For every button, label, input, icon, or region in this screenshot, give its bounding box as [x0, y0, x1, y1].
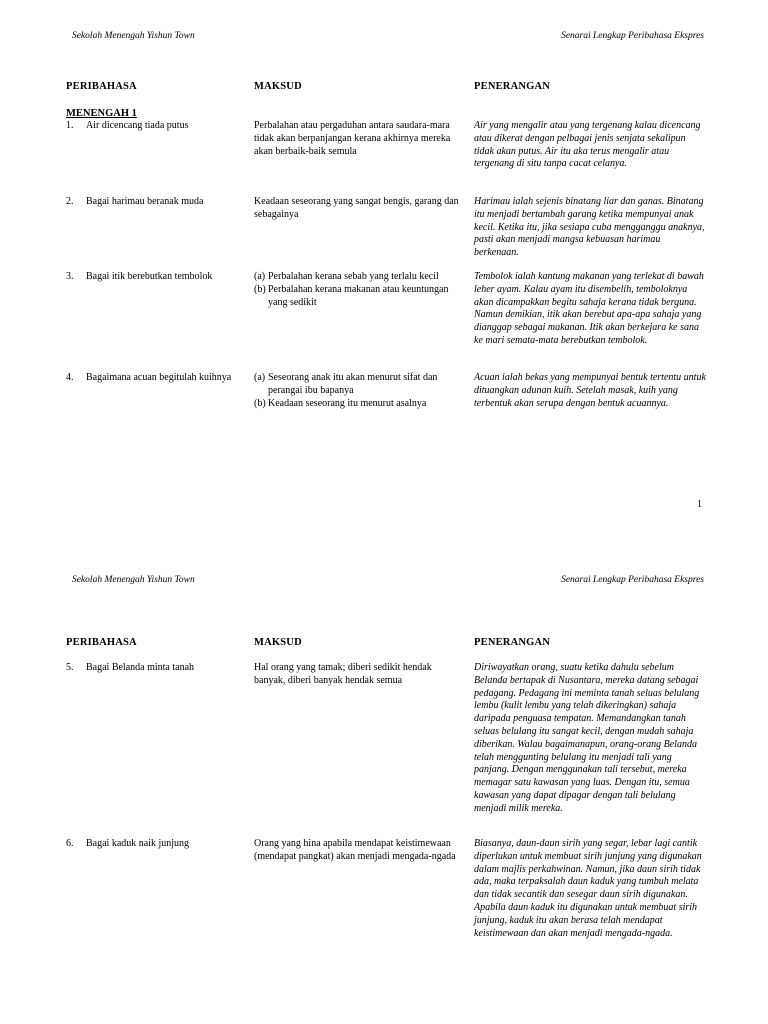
column-header-peribahasa: PERIBAHASA [66, 637, 137, 648]
meaning-text: Perbalahan kerana sebab yang terlalu kecil [268, 271, 439, 282]
explanation-text: Harimau ialah sejenis binatang liar dan ganas. Binatang itu menjadi bertambah garang ketika mempunyai anak kecil. Ketika itu, jika sesiapa cuba mengganggu anaknya, pasti akan menjadi mangsa kebuasan harimau berkenaan. [474, 196, 705, 259]
explanation-text: Diriwayatkan orang, suatu ketika dahulu sebelum Belanda bertapak di Nusantara, mereka datang sebagai pedagang. Pedagang ini meminta tanah seluas belulang lembu (kulit lembu yang telah dikeringkan) sahaja daripada penguasa tempatan. Memandangkan tanah seluas belulang itu sangat kecil, dengan mudah sahaja diberikan. Walau bagaimanapun, orang-orang Belanda telah menggunting belulang itu menjadi tali yang panjang. Dengan menggunakan tali tersebut, mereka memagar satu kawasan yang luas. Dengan itu, semua kawasan yang dapat dipagar dengan tali belulang menjadi milik mereka. [474, 662, 700, 814]
meaning-item-b: (b) Perbalahan kerana makanan atau keuntungan yang sedikit [254, 283, 449, 308]
entry-number: 6. [66, 838, 74, 849]
meaning-text: Hal orang yang tamak; diberi sedikit hendak banyak, diberi banyak hendak semua [254, 662, 432, 686]
meaning-text: Perbalahan atau pergaduhan antara saudara-mara tidak akan berpanjangan kerana akhirnya mereka akan berbaik-baik semula [254, 120, 451, 157]
meaning-list [254, 372, 459, 410]
meaning-text: Orang yang hina apabila mendapat keistimewaan (mendapat pangkat) akan menjadi mengada-ngada [254, 838, 456, 862]
proverb-text: Bagai harimau beranak muda [86, 196, 204, 207]
page-number: 1 [697, 499, 702, 510]
header-school-name: Sekolah Menengah Yishun Town [72, 31, 195, 41]
proverb-text: Bagai Belanda minta tanah [86, 662, 195, 673]
column-header-maksud: MAKSUD [254, 81, 302, 92]
proverb-text: Bagaimana acuan begitulah kuihnya [86, 372, 232, 383]
proverb-text: Bagai kaduk naik junjung [86, 838, 190, 849]
meaning-text: Keadaan seseorang yang sangat bengis, garang dan sebagainya [254, 196, 459, 220]
column-header-maksud: MAKSUD [254, 637, 302, 648]
header-document-title: Senarai Lengkap Peribahasa Ekspres [561, 575, 704, 585]
entry-number: 2. [66, 196, 74, 207]
explanation-text: Tembolok ialah kantung makanan yang terlekat di bawah leher ayam. Kalau ayam itu disembelih, temboloknya akan dicampakkan begitu sahaja kerana tidak berguna. Namun demikian, itik akan berebut apa-apa sahaja yang dianggap sebagai makanan. Itik akan berkejara ke sana ke mari semata-mata berebutkan tembolok. [474, 271, 704, 346]
meaning-item-b: (b) Keadaan seseorang itu menurut asalnya [254, 397, 427, 409]
entry-number: 4. [66, 372, 74, 383]
meaning-text: Seseorang anak itu akan menurut sifat dan perangai ibu bapanya [268, 372, 438, 396]
explanation-text: Biasanya, daun-daun sirih yang segar, lebar lagi cantik diperlukan untuk membuat sirih junjung yang digunakan dalam majlis perkahwinan. Namun, jika daun sirih tidak ada, maka terpaksalah daun kaduk yang tumbuh melata dan tidak secantik dan sesegar daun sirih digunakan. Apabila daun kaduk itu digunakan untuk membuat sirih junjung, kaduk itu akan berasa telah mendapat keistimewaan dan akan menjadi mengada-ngada. [474, 838, 702, 939]
column-header-penerangan: PENERANGAN [474, 81, 551, 92]
explanation-text: Acuan ialah bekas yang mempunyai bentuk tertentu untuk dituangkan adunan kuih. Setelah masak, kuih yang terbentuk akan serupa dengan bentuk acuannya. [474, 372, 706, 409]
entry-number: 3. [66, 271, 74, 282]
meaning-item-a: (a) Seseorang anak itu akan menurut sifat dan perangai ibu bapanya [254, 372, 438, 396]
proverb-text: Air dicencang tiada putus [86, 120, 189, 131]
meaning-list [254, 271, 459, 309]
meaning-text: Perbalahan kerana makanan atau keuntungan yang sedikit [268, 283, 449, 308]
meaning-text: Keadaan seseorang itu menurut asalnya [268, 397, 427, 409]
column-header-peribahasa: PERIBAHASA [66, 81, 137, 92]
meaning-item-a: (a) Perbalahan kerana sebab yang terlalu kecil [254, 271, 439, 282]
entry-number: 5. [66, 662, 74, 673]
entry-number: 1. [66, 120, 74, 131]
header-document-title: Senarai Lengkap Peribahasa Ekspres [561, 31, 704, 41]
header-school-name: Sekolah Menengah Yishun Town [72, 575, 195, 585]
explanation-text: Air yang mengalir atau yang tergenang kalau dicencang atau dikerat dengan pelbagai jenis senjata sekalipun tidak akan putus. Air itu aka terus mengalir atau tergenang di situ tanpa cacat celanya. [474, 120, 701, 170]
column-header-penerangan: PENERANGAN [474, 637, 551, 648]
proverb-text: Bagai itik berebutkan tembolok [86, 271, 213, 282]
section-title: MENENGAH 1 [66, 108, 137, 119]
document-page-2 [0, 540, 768, 1024]
